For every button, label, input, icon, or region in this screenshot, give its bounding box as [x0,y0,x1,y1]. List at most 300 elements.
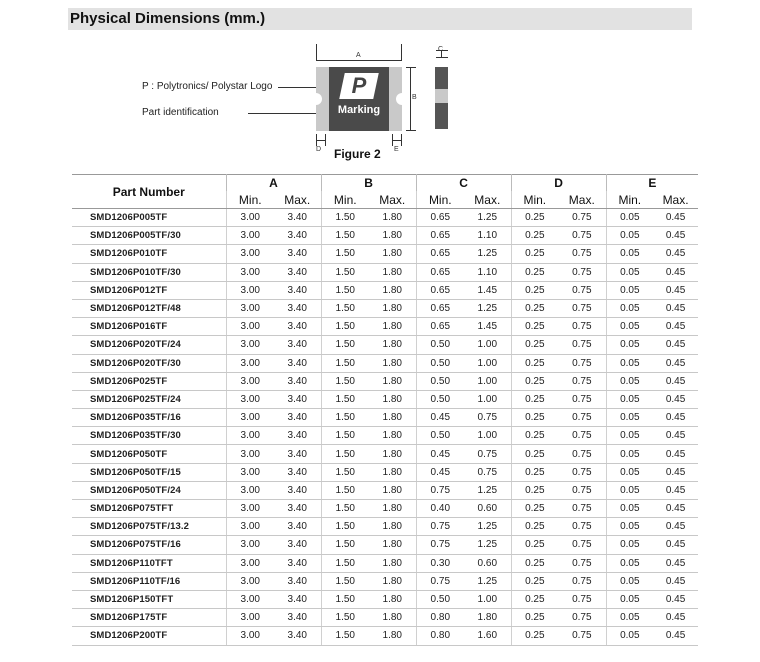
dimension-cell: 0.75 [416,518,464,536]
dimension-cell: 0.05 [606,336,653,354]
dimension-cell: 1.80 [369,281,416,299]
dimension-cell: 0.65 [416,299,464,317]
part-number-cell: SMD1206P025TF [72,372,226,390]
table-row [72,590,698,608]
dimension-cell: 0.25 [511,281,558,299]
group-header-c: C [416,175,511,192]
dimension-cell: 1.80 [369,500,416,518]
dim-c-line [441,50,442,58]
dimension-cell: 1.80 [369,554,416,572]
chip-right-notch [396,93,408,105]
dimension-cell: 1.50 [321,281,369,299]
dimension-cell: 3.40 [274,354,321,372]
dimension-cell: 1.50 [321,263,369,281]
dimension-cell: 3.00 [226,518,274,536]
dimension-cell: 0.25 [511,445,558,463]
dimension-cell: 1.50 [321,318,369,336]
dimension-cell: 1.80 [369,263,416,281]
dimension-cell: 1.80 [369,209,416,227]
dimension-cell: 0.25 [511,318,558,336]
dimension-cell: 0.75 [558,354,606,372]
table-row [72,281,698,299]
dim-b-top-tick [406,67,416,68]
dimension-cell: 1.80 [369,427,416,445]
dimension-cell: 3.00 [226,500,274,518]
dimension-cell: 0.25 [511,372,558,390]
dimension-cell: 0.05 [606,518,653,536]
group-header-d: D [511,175,606,192]
part-number-cell: SMD1206P025TF/24 [72,390,226,408]
dimension-cell: 0.75 [558,609,606,627]
table-row [72,463,698,481]
dimension-cell: 1.80 [369,409,416,427]
dimension-cell: 3.00 [226,445,274,463]
dimension-cell: 3.40 [274,281,321,299]
dimension-cell: 1.10 [464,263,511,281]
table-row [72,354,698,372]
dimension-cell: 3.40 [274,481,321,499]
part-number-cell: SMD1206P075TF/16 [72,536,226,554]
dimension-cell: 0.75 [558,336,606,354]
dimension-cell: 1.80 [369,318,416,336]
dimension-cell: 0.25 [511,572,558,590]
part-number-cell: SMD1206P010TF [72,245,226,263]
dimension-cell: 1.50 [321,572,369,590]
dimension-cell: 0.45 [653,318,698,336]
table-row [72,518,698,536]
part-number-cell: SMD1206P005TF [72,209,226,227]
dimension-cell: 0.75 [558,427,606,445]
dimension-cell: 1.50 [321,445,369,463]
dimension-cell: 1.25 [464,518,511,536]
dimension-cell: 0.05 [606,536,653,554]
dimension-cell: 1.00 [464,427,511,445]
part-number-cell: SMD1206P050TF/15 [72,463,226,481]
part-number-cell: SMD1206P200TF [72,627,226,645]
dimension-cell: 0.50 [416,590,464,608]
dimension-cell: 1.80 [369,536,416,554]
dimension-cell: 0.75 [416,572,464,590]
part-number-cell: SMD1206P012TF [72,281,226,299]
dimension-cell: 0.45 [653,299,698,317]
table-row [72,409,698,427]
dimension-cell: 3.40 [274,463,321,481]
dimension-cell: 1.80 [369,463,416,481]
part-number-cell: SMD1206P005TF/30 [72,227,226,245]
dimension-cell: 3.00 [226,409,274,427]
dimension-cell: 1.80 [369,245,416,263]
dimension-cell: 3.40 [274,299,321,317]
dimension-cell: 0.65 [416,281,464,299]
dimension-cell: 3.00 [226,463,274,481]
header-a-min: Min. [226,191,274,209]
dimension-cell: 0.75 [558,500,606,518]
table-row [72,209,698,227]
dimension-cell: 3.40 [274,318,321,336]
dimension-cell: 1.50 [321,390,369,408]
dimension-cell: 1.45 [464,281,511,299]
dim-e-label: E [394,146,399,153]
dimension-cell: 3.00 [226,299,274,317]
dimension-cell: 1.50 [321,354,369,372]
dimension-cell: 0.45 [653,354,698,372]
dimension-cell: 0.75 [558,372,606,390]
dim-a-right-tick [401,44,402,60]
dimension-cell: 0.75 [558,518,606,536]
dimension-cell: 0.05 [606,572,653,590]
dimension-cell: 0.75 [558,590,606,608]
dimension-cell: 1.80 [369,627,416,645]
dimension-cell: 0.80 [416,609,464,627]
dimension-cell: 0.45 [653,609,698,627]
dimension-cell: 3.00 [226,536,274,554]
dimension-cell: 0.45 [653,518,698,536]
dimension-cell: 0.05 [606,354,653,372]
figure-caption: Figure 2 [334,147,381,161]
dimension-cell: 0.45 [653,209,698,227]
dimension-cell: 3.00 [226,481,274,499]
dimension-cell: 1.80 [369,372,416,390]
header-d-min: Min. [511,191,558,209]
dimension-cell: 1.80 [369,572,416,590]
dimension-cell: 0.65 [416,263,464,281]
dimension-cell: 0.75 [464,463,511,481]
dimension-cell: 0.75 [558,409,606,427]
dimension-cell: 0.25 [511,590,558,608]
dimension-cell: 3.40 [274,390,321,408]
dimension-cell: 0.45 [416,445,464,463]
dimension-cell: 1.00 [464,372,511,390]
dimension-cell: 0.05 [606,281,653,299]
dimension-cell: 0.75 [558,318,606,336]
dimension-cell: 0.75 [558,209,606,227]
dimension-cell: 0.45 [653,372,698,390]
dimension-cell: 3.00 [226,318,274,336]
dimension-cell: 0.25 [511,481,558,499]
dimension-cell: 1.50 [321,590,369,608]
chip-side-view [435,67,448,129]
logo-letter: P [351,73,367,98]
dim-b-bottom-tick [406,130,416,131]
part-number-cell: SMD1206P020TF/24 [72,336,226,354]
group-header-b: B [321,175,416,192]
dimension-cell: 1.80 [369,518,416,536]
dim-d-label: D [316,146,322,153]
dimension-cell: 0.75 [558,627,606,645]
table-row [72,245,698,263]
polytronics-logo [339,73,379,99]
section-header [68,8,692,30]
dimension-cell: 0.45 [416,463,464,481]
dimension-cell: 3.40 [274,372,321,390]
dimension-cell: 3.00 [226,263,274,281]
dimension-cell: 3.40 [274,500,321,518]
dimension-cell: 0.40 [416,500,464,518]
side-view-middle [435,89,448,103]
dimension-cell: 3.00 [226,372,274,390]
dimension-cell: 0.50 [416,354,464,372]
dimension-cell: 1.25 [464,536,511,554]
dimension-cell: 3.40 [274,409,321,427]
dimension-cell: 0.45 [653,590,698,608]
dimension-cell: 1.80 [369,481,416,499]
dimension-cell: 1.50 [321,245,369,263]
dimension-cell: 1.00 [464,590,511,608]
dimension-cell: 1.00 [464,336,511,354]
dimension-cell: 1.50 [321,463,369,481]
dimension-cell: 0.25 [511,609,558,627]
dimension-cell: 3.00 [226,354,274,372]
dimension-cell: 1.50 [321,518,369,536]
dimension-cell: 1.80 [369,354,416,372]
dimension-cell: 0.65 [416,318,464,336]
dimension-cell: 0.05 [606,481,653,499]
dimension-cell: 1.60 [464,627,511,645]
dimension-cell: 1.80 [369,590,416,608]
dimension-cell: 1.00 [464,354,511,372]
dimension-cell: 1.25 [464,572,511,590]
dimension-cell: 3.40 [274,518,321,536]
header-c-min: Min. [416,191,464,209]
section-title: Physical Dimensions (mm.) [70,10,266,27]
chip-left-notch [310,93,322,105]
dimension-cell: 1.25 [464,209,511,227]
dimension-cell: 1.50 [321,372,369,390]
part-number-cell: SMD1206P175TF [72,609,226,627]
dimension-cell: 0.75 [464,409,511,427]
dimension-cell: 3.00 [226,572,274,590]
dimension-cell: 0.75 [558,390,606,408]
dimension-cell: 1.50 [321,427,369,445]
dimension-cell: 0.45 [653,409,698,427]
dimension-cell: 0.75 [558,481,606,499]
dim-a-line [316,60,402,61]
part-number-cell: SMD1206P110TF/16 [72,572,226,590]
dimension-cell: 0.60 [464,500,511,518]
dim-d-line [316,140,326,141]
part-number-cell: SMD1206P020TF/30 [72,354,226,372]
dim-a-left-tick [316,44,317,60]
dimension-cell: 1.80 [369,445,416,463]
dimension-cell: 3.40 [274,445,321,463]
dimension-cell: 1.25 [464,481,511,499]
dimension-cell: 1.80 [369,299,416,317]
dimension-cell: 0.50 [416,427,464,445]
table-row [72,572,698,590]
dimension-cell: 3.40 [274,590,321,608]
dimension-cell: 0.25 [511,227,558,245]
marking-text: Marking [337,104,381,116]
dim-b-label: B [412,94,417,101]
dimension-cell: 0.45 [653,263,698,281]
dimension-cell: 0.05 [606,463,653,481]
side-view-top [435,67,448,89]
dimension-cell: 1.80 [369,390,416,408]
table-row [72,299,698,317]
part-number-header: Part Number [72,175,226,209]
dimension-cell: 0.50 [416,390,464,408]
header-e-max: Max. [653,191,698,209]
dimension-cell: 0.45 [653,245,698,263]
dimension-cell: 1.50 [321,536,369,554]
dimension-cell: 1.80 [369,336,416,354]
dimension-cell: 1.50 [321,409,369,427]
table-row [72,318,698,336]
dimension-cell: 0.75 [558,245,606,263]
dim-a-label: A [356,52,361,59]
dimension-cell: 0.05 [606,554,653,572]
dimension-cell: 3.40 [274,536,321,554]
dimension-cell: 0.45 [653,227,698,245]
dimension-cell: 0.30 [416,554,464,572]
dimension-cell: 0.25 [511,463,558,481]
dimension-cell: 0.05 [606,263,653,281]
dimension-cell: 0.05 [606,590,653,608]
callout-part: Part identification [142,107,219,118]
header-e-min: Min. [606,191,653,209]
dimension-cell: 1.50 [321,609,369,627]
dimension-cell: 0.25 [511,500,558,518]
dimension-cell: 3.40 [274,572,321,590]
dimension-cell: 3.00 [226,209,274,227]
dimension-cell: 0.25 [511,536,558,554]
dim-c-top [436,50,448,51]
dimension-cell: 3.40 [274,336,321,354]
group-header-e: E [606,175,698,192]
dimension-cell: 1.80 [464,609,511,627]
dimension-cell: 0.25 [511,263,558,281]
dimension-cell: 0.50 [416,336,464,354]
dimension-cell: 0.05 [606,445,653,463]
table-row [72,609,698,627]
dimension-cell: 0.45 [653,390,698,408]
dimension-cell: 0.60 [464,554,511,572]
header-b-min: Min. [321,191,369,209]
dimension-cell: 0.45 [653,481,698,499]
dimension-cell: 0.05 [606,427,653,445]
dimensions-table [72,174,698,646]
dim-b-line [410,67,411,131]
dimension-cell: 1.50 [321,209,369,227]
part-number-cell: SMD1206P012TF/48 [72,299,226,317]
dimension-cell: 0.50 [416,372,464,390]
dimension-cell: 1.50 [321,481,369,499]
dimension-cell: 3.00 [226,336,274,354]
table-row [72,372,698,390]
table-row [72,336,698,354]
dimension-cell: 0.45 [416,409,464,427]
dimension-cell: 0.80 [416,627,464,645]
dimension-cell: 1.50 [321,500,369,518]
dimension-cell: 0.25 [511,299,558,317]
dimension-cell: 3.40 [274,209,321,227]
dimension-cell: 0.75 [558,263,606,281]
dimension-cell: 1.50 [321,227,369,245]
dimension-cell: 0.25 [511,209,558,227]
dimension-cell: 0.05 [606,209,653,227]
dimension-cell: 3.40 [274,427,321,445]
dimension-cell: 1.80 [369,227,416,245]
dimension-cell: 0.75 [416,536,464,554]
header-a-max: Max. [274,191,321,209]
dimension-cell: 0.45 [653,536,698,554]
dimension-cell: 1.00 [464,390,511,408]
dimension-cell: 0.75 [416,481,464,499]
dimension-cell: 1.50 [321,554,369,572]
dimension-cell: 0.25 [511,409,558,427]
dimension-cell: 0.25 [511,245,558,263]
group-header-a: A [226,175,321,192]
table-row [72,481,698,499]
dimension-cell: 0.75 [558,554,606,572]
dimension-cell: 1.25 [464,245,511,263]
table-row [72,227,698,245]
dimension-cell: 1.50 [321,627,369,645]
dimension-cell: 0.25 [511,427,558,445]
dimension-cell: 0.75 [558,299,606,317]
dimension-cell: 0.05 [606,627,653,645]
dimension-cell: 3.00 [226,281,274,299]
dimension-cell: 0.45 [653,500,698,518]
dimension-cell: 3.00 [226,627,274,645]
dimension-cell: 3.00 [226,227,274,245]
dimension-cell: 0.05 [606,318,653,336]
dimension-cell: 1.45 [464,318,511,336]
dimension-cell: 0.05 [606,227,653,245]
dimension-cell: 3.40 [274,245,321,263]
table-row [72,500,698,518]
dimension-cell: 0.45 [653,572,698,590]
header-d-max: Max. [558,191,606,209]
dimension-cell: 0.25 [511,336,558,354]
dimension-cell: 0.65 [416,227,464,245]
dimension-cell: 0.05 [606,299,653,317]
part-number-cell: SMD1206P010TF/30 [72,263,226,281]
dimension-cell: 1.25 [464,299,511,317]
dimension-cell: 0.05 [606,390,653,408]
part-number-cell: SMD1206P016TF [72,318,226,336]
dimension-cell: 3.40 [274,263,321,281]
dimension-cell: 3.40 [274,554,321,572]
dimension-cell: 0.45 [653,336,698,354]
dimension-cell: 3.00 [226,390,274,408]
table-row [72,390,698,408]
table-row [72,554,698,572]
part-number-cell: SMD1206P075TF/13.2 [72,518,226,536]
dimension-cell: 0.05 [606,372,653,390]
dimension-cell: 3.00 [226,609,274,627]
dimension-cell: 0.75 [558,281,606,299]
dimension-cell: 0.45 [653,463,698,481]
dimension-cell: 0.05 [606,409,653,427]
dimension-cell: 3.00 [226,554,274,572]
dimension-cell: 3.40 [274,227,321,245]
dimension-cell: 0.25 [511,518,558,536]
dimension-cell: 3.40 [274,627,321,645]
dim-c-bottom [436,57,448,58]
header-b-max: Max. [369,191,416,209]
dimension-cell: 1.10 [464,227,511,245]
table-row [72,536,698,554]
dimension-cell: 0.25 [511,390,558,408]
table-row [72,445,698,463]
dimension-cell: 0.75 [558,572,606,590]
table-row [72,627,698,645]
dimension-cell: 0.45 [653,445,698,463]
dimension-cell: 0.45 [653,281,698,299]
part-number-cell: SMD1206P050TF/24 [72,481,226,499]
dimension-cell: 3.00 [226,245,274,263]
